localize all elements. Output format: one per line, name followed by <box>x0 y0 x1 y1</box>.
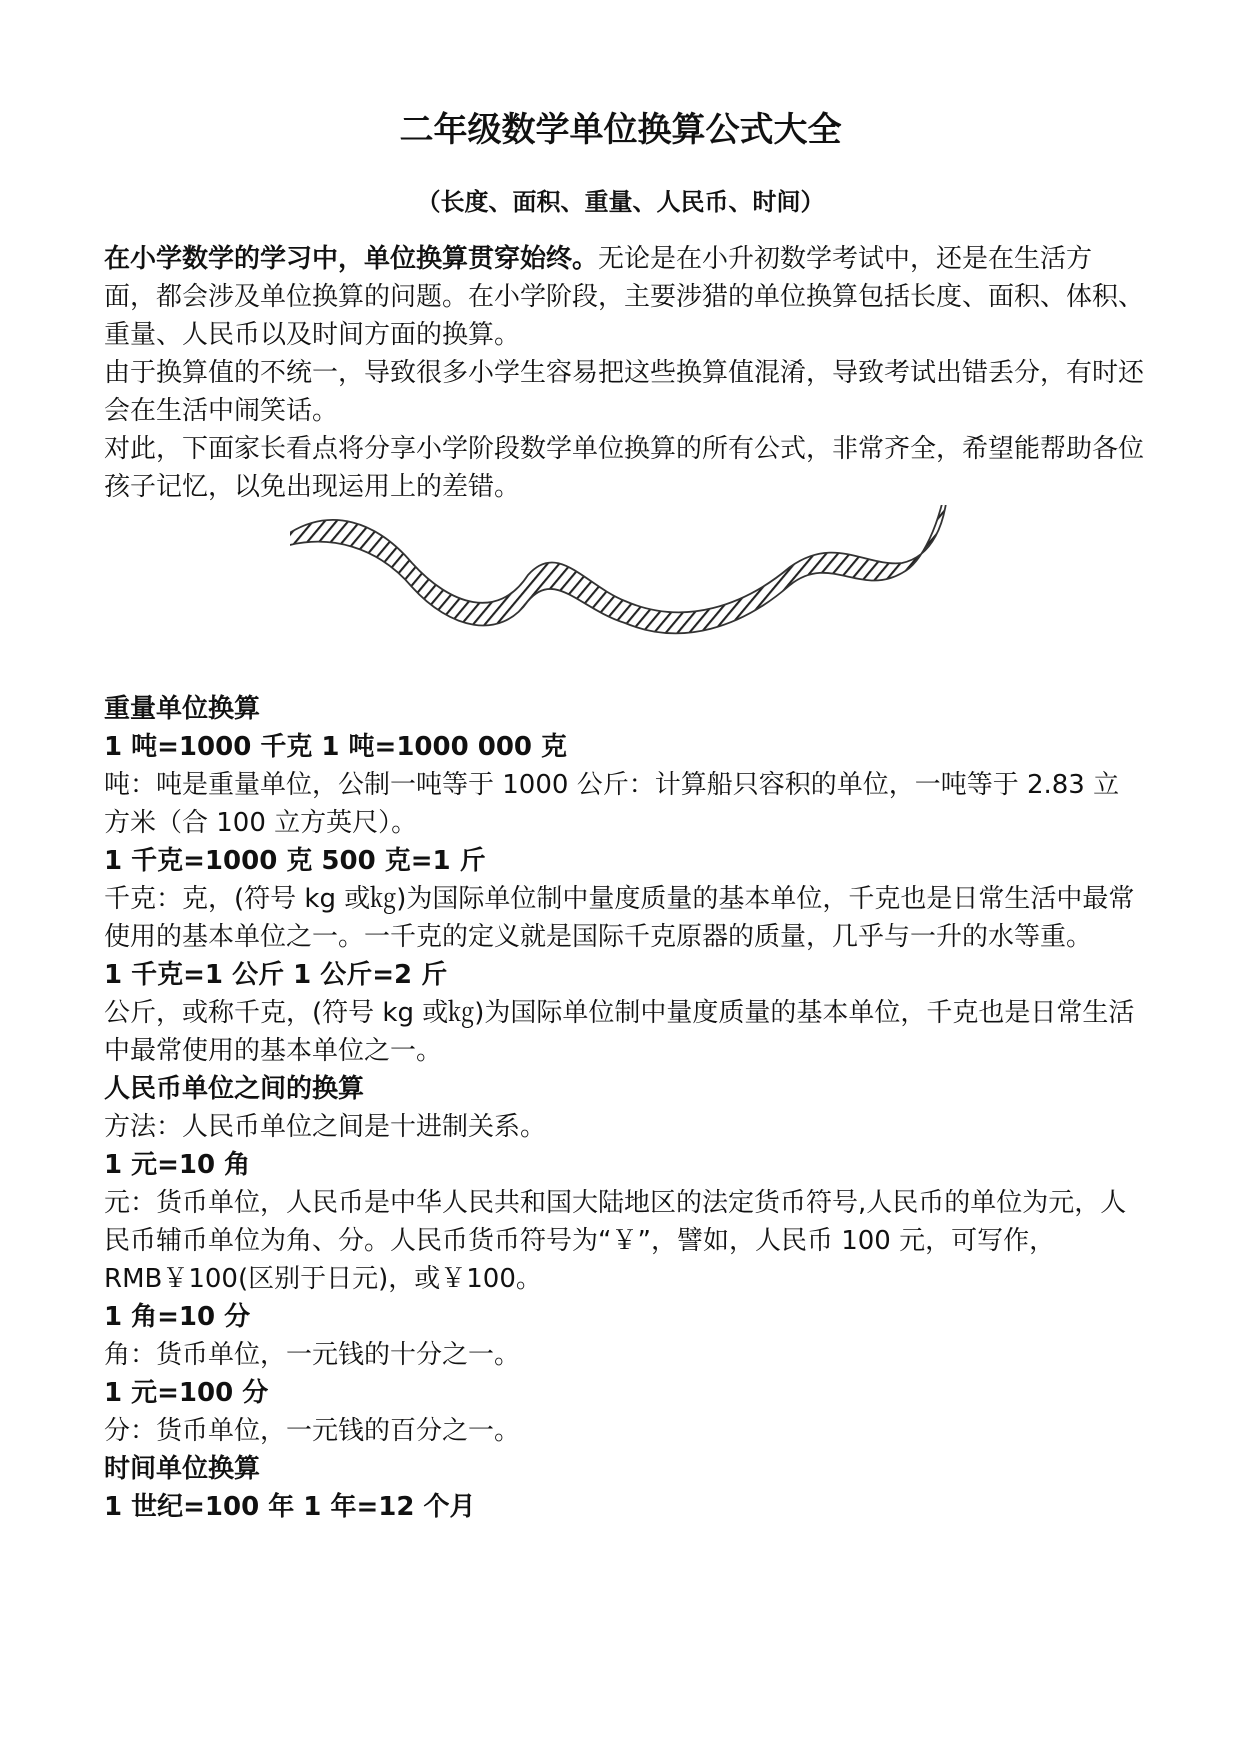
intro-section <box>104 240 1144 506</box>
wavy-ribbon-banner-icon <box>290 505 950 685</box>
time-formula-1: 1 世纪=100 年 1 年=12 个月 <box>104 1492 476 1522</box>
intro-paragraph-1 <box>104 240 1144 354</box>
rmb-heading: 人民币单位之间的换算 <box>104 1074 365 1104</box>
time-heading: 时间单位换算 <box>104 1454 261 1484</box>
rmb-desc-3: 分：货币单位，一元钱的百分之一。 <box>104 1416 521 1446</box>
weight-desc-2: 千克：克，(符号 kg 或㎏)为国际单位制中量度质量的基本单位，千克也是日常生活中最常使用的基本单位之一。一千克的定义就是国际千克原器的质量，几乎与一升的水等重。 <box>104 884 1135 952</box>
intro-paragraph-2: 由于换算值的不统一，导致很多小学生容易把这些换算值混淆，导致考试出错丢分，有时还会在生活中闹笑话。 <box>104 358 1145 426</box>
rmb-formula-3: 1 元=100 分 <box>104 1378 269 1408</box>
weight-formula-3: 1 千克=1 公斤 1 公斤=2 斤 <box>104 960 448 990</box>
page-subtitle: （长度、面积、重量、人民币、时间） <box>416 188 825 216</box>
weight-desc-3: 公斤，或称千克，(符号 kg 或㎏)为国际单位制中量度质量的基本单位，千克也是日常生活中最常使用的基本单位之一。 <box>104 998 1135 1066</box>
rmb-formula-2: 1 角=10 分 <box>104 1302 251 1332</box>
page-title: 二年级数学单位换算公式大全 <box>399 110 842 150</box>
weight-formula-2: 1 千克=1000 克 500 克=1 斤 <box>104 846 486 876</box>
content-section <box>104 690 1144 1526</box>
rmb-desc-2: 角：货币单位，一元钱的十分之一。 <box>104 1340 521 1370</box>
intro-lead-rest: 无论是在小升初数学考试中，还是在生活方面，都会涉及单位换算的问题。在小学阶段，主要涉猎的单位换算包括长度、面积、体积、重量、人民币以及时间方面的换算。 <box>104 244 1145 350</box>
rmb-method: 方法：人民币单位之间是十进制关系。 <box>104 1112 547 1142</box>
weight-heading: 重量单位换算 <box>104 694 261 724</box>
weight-formula-1: 1 吨=1000 千克 1 吨=1000 000 克 <box>104 732 568 762</box>
weight-desc-1: 吨：吨是重量单位，公制一吨等于 1000 公斤：计算船只容积的单位，一吨等于 2.83 立方米（合 100 立方英尺）。 <box>104 770 1120 838</box>
rmb-formula-1: 1 元=10 角 <box>104 1150 251 1180</box>
intro-paragraph-3: 对此，下面家长看点将分享小学阶段数学单位换算的所有公式，非常齐全，希望能帮助各位孩子记忆，以免出现运用上的差错。 <box>104 434 1145 502</box>
rmb-desc-1: 元：货币单位，人民币是中华人民共和国大陆地区的法定货币符号,人民币的单位为元，人民币辅币单位为角、分。人民币货币符号为“￥”，譬如，人民币 100 元，可写作，RMB￥100(区别于日元)，或￥100。 <box>104 1188 1127 1294</box>
ribbon-band <box>290 505 948 633</box>
intro-lead: 在小学数学的学习中，单位换算贯穿始终。 <box>104 244 599 274</box>
